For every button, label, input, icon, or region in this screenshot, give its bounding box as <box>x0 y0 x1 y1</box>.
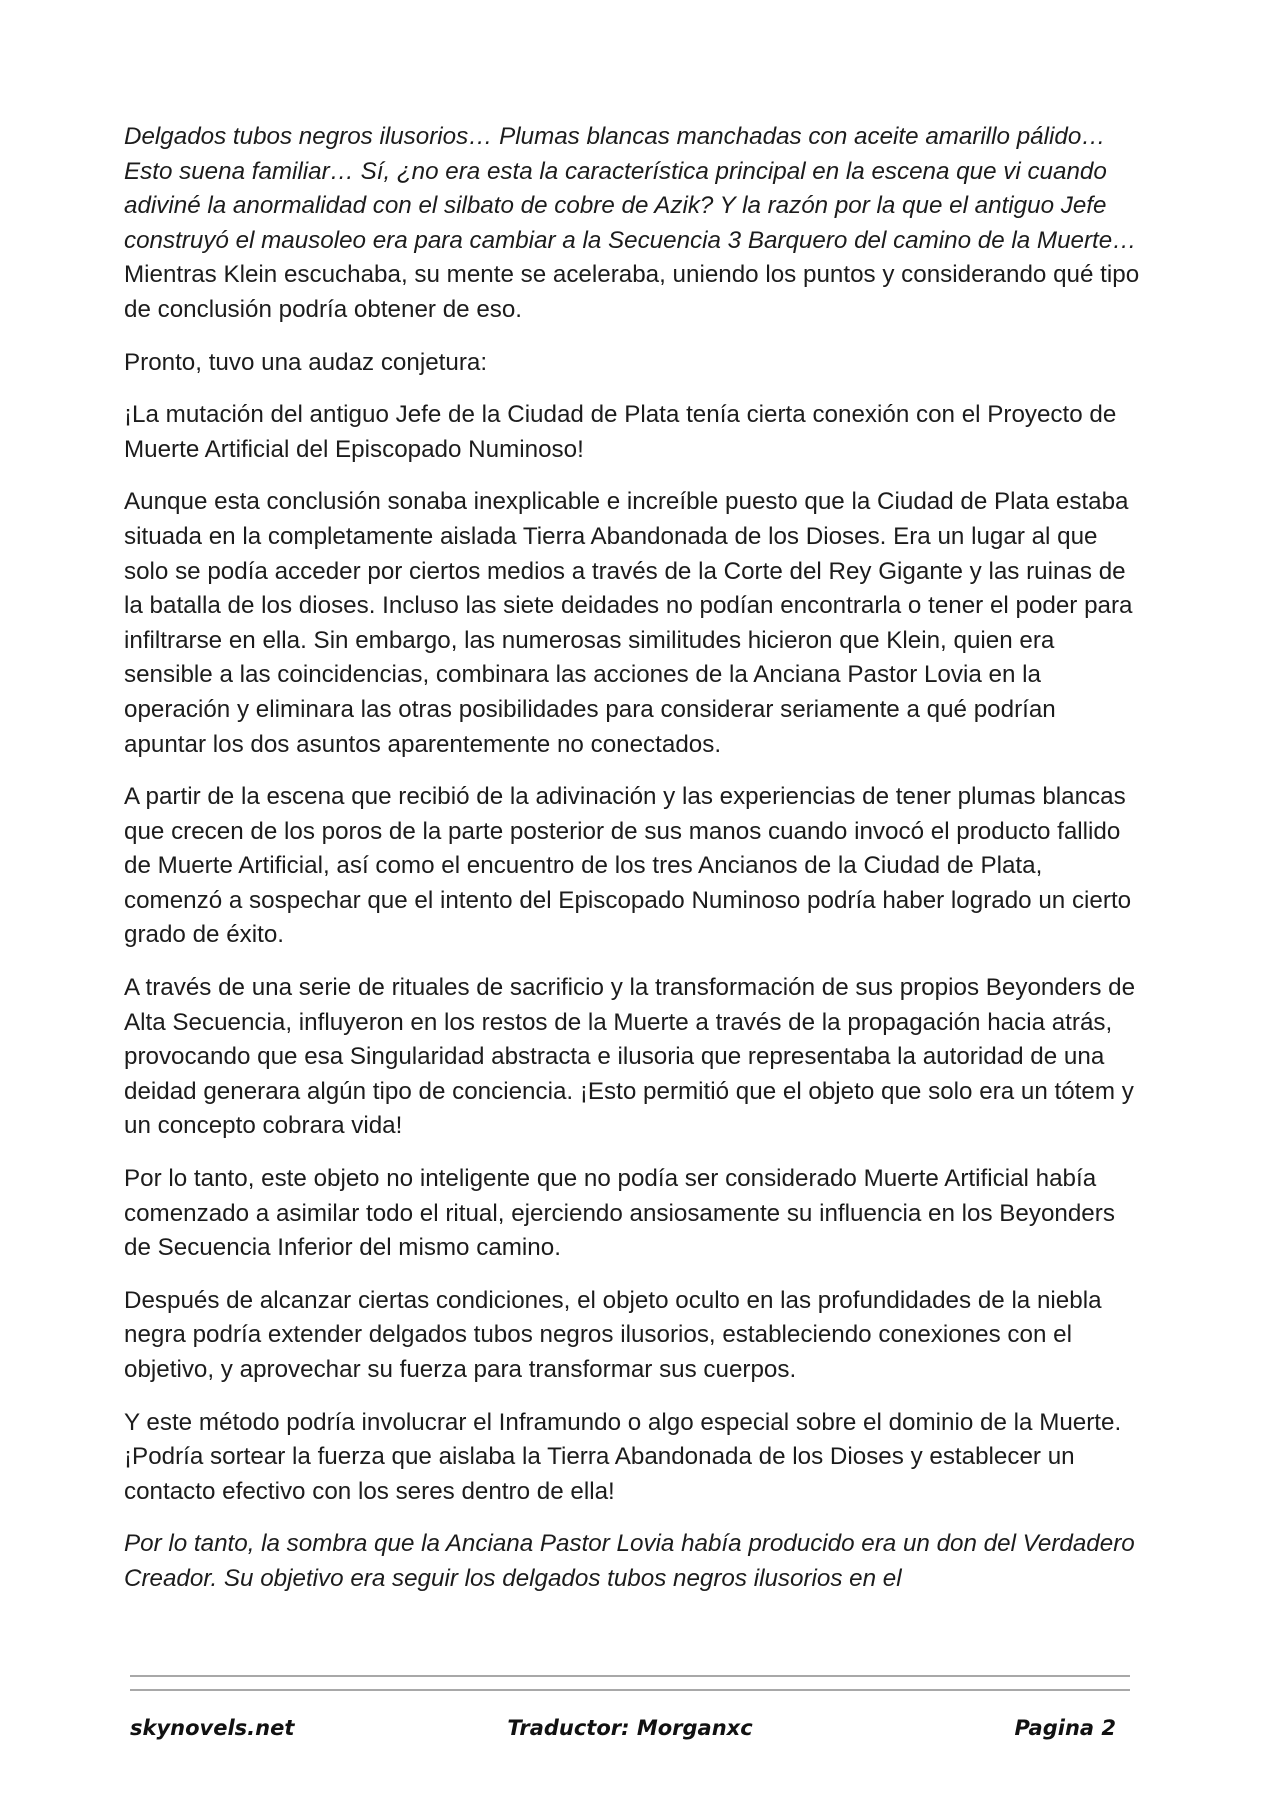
normal-text: Pronto, tuvo una audaz conjetura: <box>124 348 488 376</box>
normal-text: A partir de la escena que recibió de la adivinación y las experiencias de tener plumas blancas que crecen de los poros de la parte posterior de sus manos cuando invocó el producto fallido de Muerte Artificial, así como el encuentro de los tres Ancianos de la Ciudad de Plata, comenzó a sospechar que el intento del Episcopado Numinoso podría haber logrado un cierto grado de éxito. <box>124 783 1132 949</box>
paragraph <box>124 780 1144 953</box>
page-footer <box>130 1716 1130 1746</box>
normal-text: Por lo tanto, este objeto no inteligente que no podía ser considerado Muerte Artificial había comenzado a asimilar todo el ritual, ejerciendo ansiosamente su influencia en los Beyonders de Secuencia Inferior del mismo camino. <box>124 1165 1115 1262</box>
paragraph <box>124 1284 1144 1388</box>
paragraph <box>124 971 1144 1144</box>
paragraph <box>124 120 1144 328</box>
divider-line <box>130 1689 1130 1691</box>
paragraph <box>124 1162 1144 1266</box>
footer-page-number: Pagina 2 <box>1014 1716 1116 1740</box>
body-text <box>124 120 1144 1615</box>
normal-text: Aunque esta conclusión sonaba inexplicable e increíble puesto que la Ciudad de Plata estaba situada en la completamente aislada Tierra Abandonada de los Dioses. Era un lugar al que solo se podía acceder por ciertos medios a través de la Corte del Rey Gigante y las ruinas de la batalla de los dioses. Incluso las siete deidades no podían encontrarla o tener el poder para infiltrarse en ella. Sin embargo, las numerosas similitudes hicieron que Klein, quien era sensible a las coincidencias, combinara las acciones de la Anciana Pastor Lovia en la operación y eliminara las otras posibilidades para considerar seriamente a qué podrían apuntar los dos asuntos aparentemente no conectados. <box>124 488 1133 758</box>
normal-text: Después de alcanzar ciertas condiciones, el objeto oculto en las profundidades de la niebla negra podría extender delgados tubos negros ilusorios, estableciendo conexiones con el objetivo, y aprovechar su fuerza para transformar sus cuerpos. <box>124 1286 1102 1383</box>
divider-line <box>130 1675 1130 1677</box>
paragraph <box>124 485 1144 762</box>
paragraph <box>124 1406 1144 1510</box>
normal-text: A través de una serie de rituales de sacrificio y la transformación de sus propios Beyonders de Alta Secuencia, influyeron en los restos de la Muerte a través de la propagación hacia atrás, provocando que esa Singularidad abstracta e ilusoria que representaba la autoridad de una deidad generara algún tipo de conciencia. ¡Esto permitió que el objeto que solo era un tótem y un concepto cobrara vida! <box>124 974 1136 1140</box>
footer-translator: Traductor: Morganxc <box>507 1716 753 1740</box>
normal-text: Y este método podría involucrar el Inframundo o algo especial sobre el dominio de la Muerte. ¡Podría sortear la fuerza que aislaba la Tierra Abandonada de los Dioses y establecer un contacto efectivo con los seres dentro de ella! <box>124 1408 1122 1505</box>
paragraph <box>124 1527 1144 1596</box>
normal-text: ¡La mutación del antiguo Jefe de la Ciudad de Plata tenía cierta conexión con el Proyecto de Muerte Artificial del Episcopado Numinoso! <box>124 401 1117 463</box>
normal-text: Mientras Klein escuchaba, su mente se aceleraba, uniendo los puntos y considerando qué tipo de conclusión podría obtener de eso. <box>124 261 1140 323</box>
italic-text: Por lo tanto, la sombra que la Anciana Pastor Lovia había producido era un don del Verdadero Creador. Su objetivo era seguir los delgados tubos negros ilusorios en el <box>124 1530 1135 1592</box>
paragraph <box>124 346 1144 381</box>
footer-site: skynovels.net <box>130 1716 295 1740</box>
footer-divider <box>130 1675 1130 1691</box>
paragraph <box>124 398 1144 467</box>
italic-text: Delgados tubos negros ilusorios… Plumas blancas manchadas con aceite amarillo pálido… Esto suena familiar… Sí, ¿no era esta la característica principal en la escena que vi cuando adiviné la anormalidad con el silbato de cobre de Azik? Y la razón por la que el antiguo Jefe construyó el mausoleo era para cambiar a la Secuencia 3 Barquero del camino de la Muerte… <box>124 123 1137 254</box>
